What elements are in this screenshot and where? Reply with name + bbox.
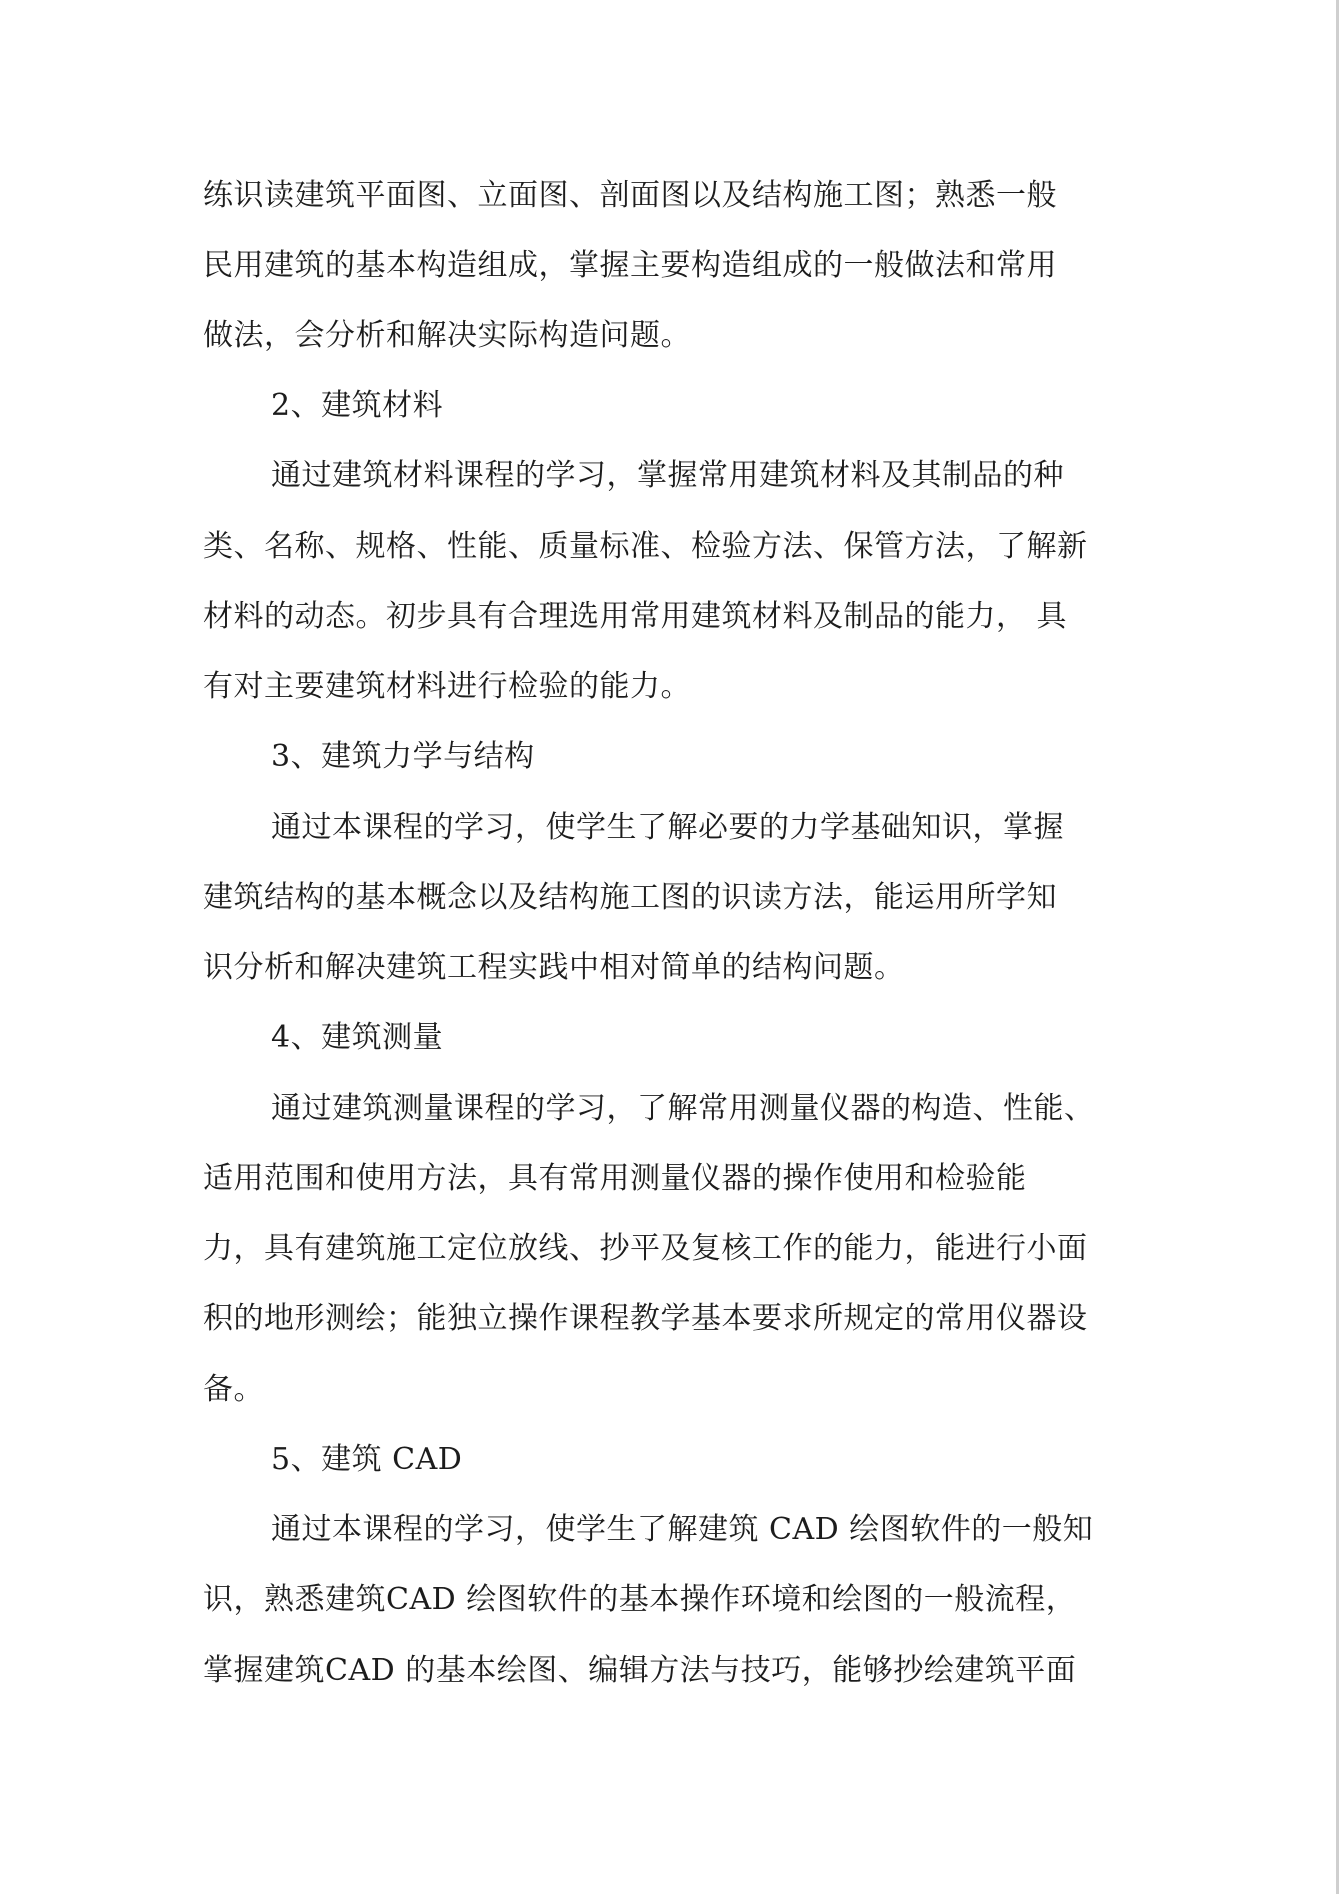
paragraph-line: 识，熟悉建筑CAD 绘图软件的基本操作环境和绘图的一般流程， [203,1582,1077,1617]
paragraph-line: 建筑结构的基本概念以及结构施工图的识读方法，能运用所学知 [203,880,1057,915]
paragraph-line: 民用建筑的基本构造组成，掌握主要构造组成的一般做法和常用 [203,248,1057,283]
paragraph-line: 类、名称、规格、性能、质量标准、检验方法、保管方法，了解新 [203,529,1088,564]
paragraph-line: 力，具有建筑施工定位放线、抄平及复核工作的能力，能进行小面 [203,1231,1088,1266]
section-heading-2: 2、建筑材料 [271,388,444,423]
paragraph-line: 练识读建筑平面图、立面图、剖面图以及结构施工图；熟悉一般 [203,178,1057,213]
paragraph-line: 做法，会分析和解决实际构造问题。 [203,318,691,353]
paragraph-line: 适用范围和使用方法，具有常用测量仪器的操作使用和检验能 [203,1161,1027,1196]
paragraph-line: 通过建筑测量课程的学习，了解常用测量仪器的构造、性能、 [271,1091,1095,1126]
section-heading-5: 5、建筑 CAD [271,1442,463,1477]
paragraph-line: 掌握建筑CAD 的基本绘图、编辑方法与技巧，能够抄绘建筑平面 [203,1653,1077,1688]
section-heading-3: 3、建筑力学与结构 [271,739,535,774]
paragraph-line: 材料的动态。初步具有合理选用常用建筑材料及制品的能力， 具 [203,599,1068,634]
paragraph-line: 积的地形测绘；能独立操作课程教学基本要求所规定的常用仪器设 [203,1301,1088,1336]
section-heading-4: 4、建筑测量 [271,1020,444,1055]
paragraph-line: 识分析和解决建筑工程实践中相对简单的结构问题。 [203,950,905,985]
paragraph-line: 有对主要建筑材料进行检验的能力。 [203,669,691,704]
paragraph-line: 通过本课程的学习，使学生了解建筑 CAD 绘图软件的一般知 [271,1512,1094,1547]
paragraph-line: 通过本课程的学习，使学生了解必要的力学基础知识，掌握 [271,810,1064,845]
paragraph-line: 备。 [203,1372,264,1407]
paragraph-line: 通过建筑材料课程的学习，掌握常用建筑材料及其制品的种 [271,458,1064,493]
